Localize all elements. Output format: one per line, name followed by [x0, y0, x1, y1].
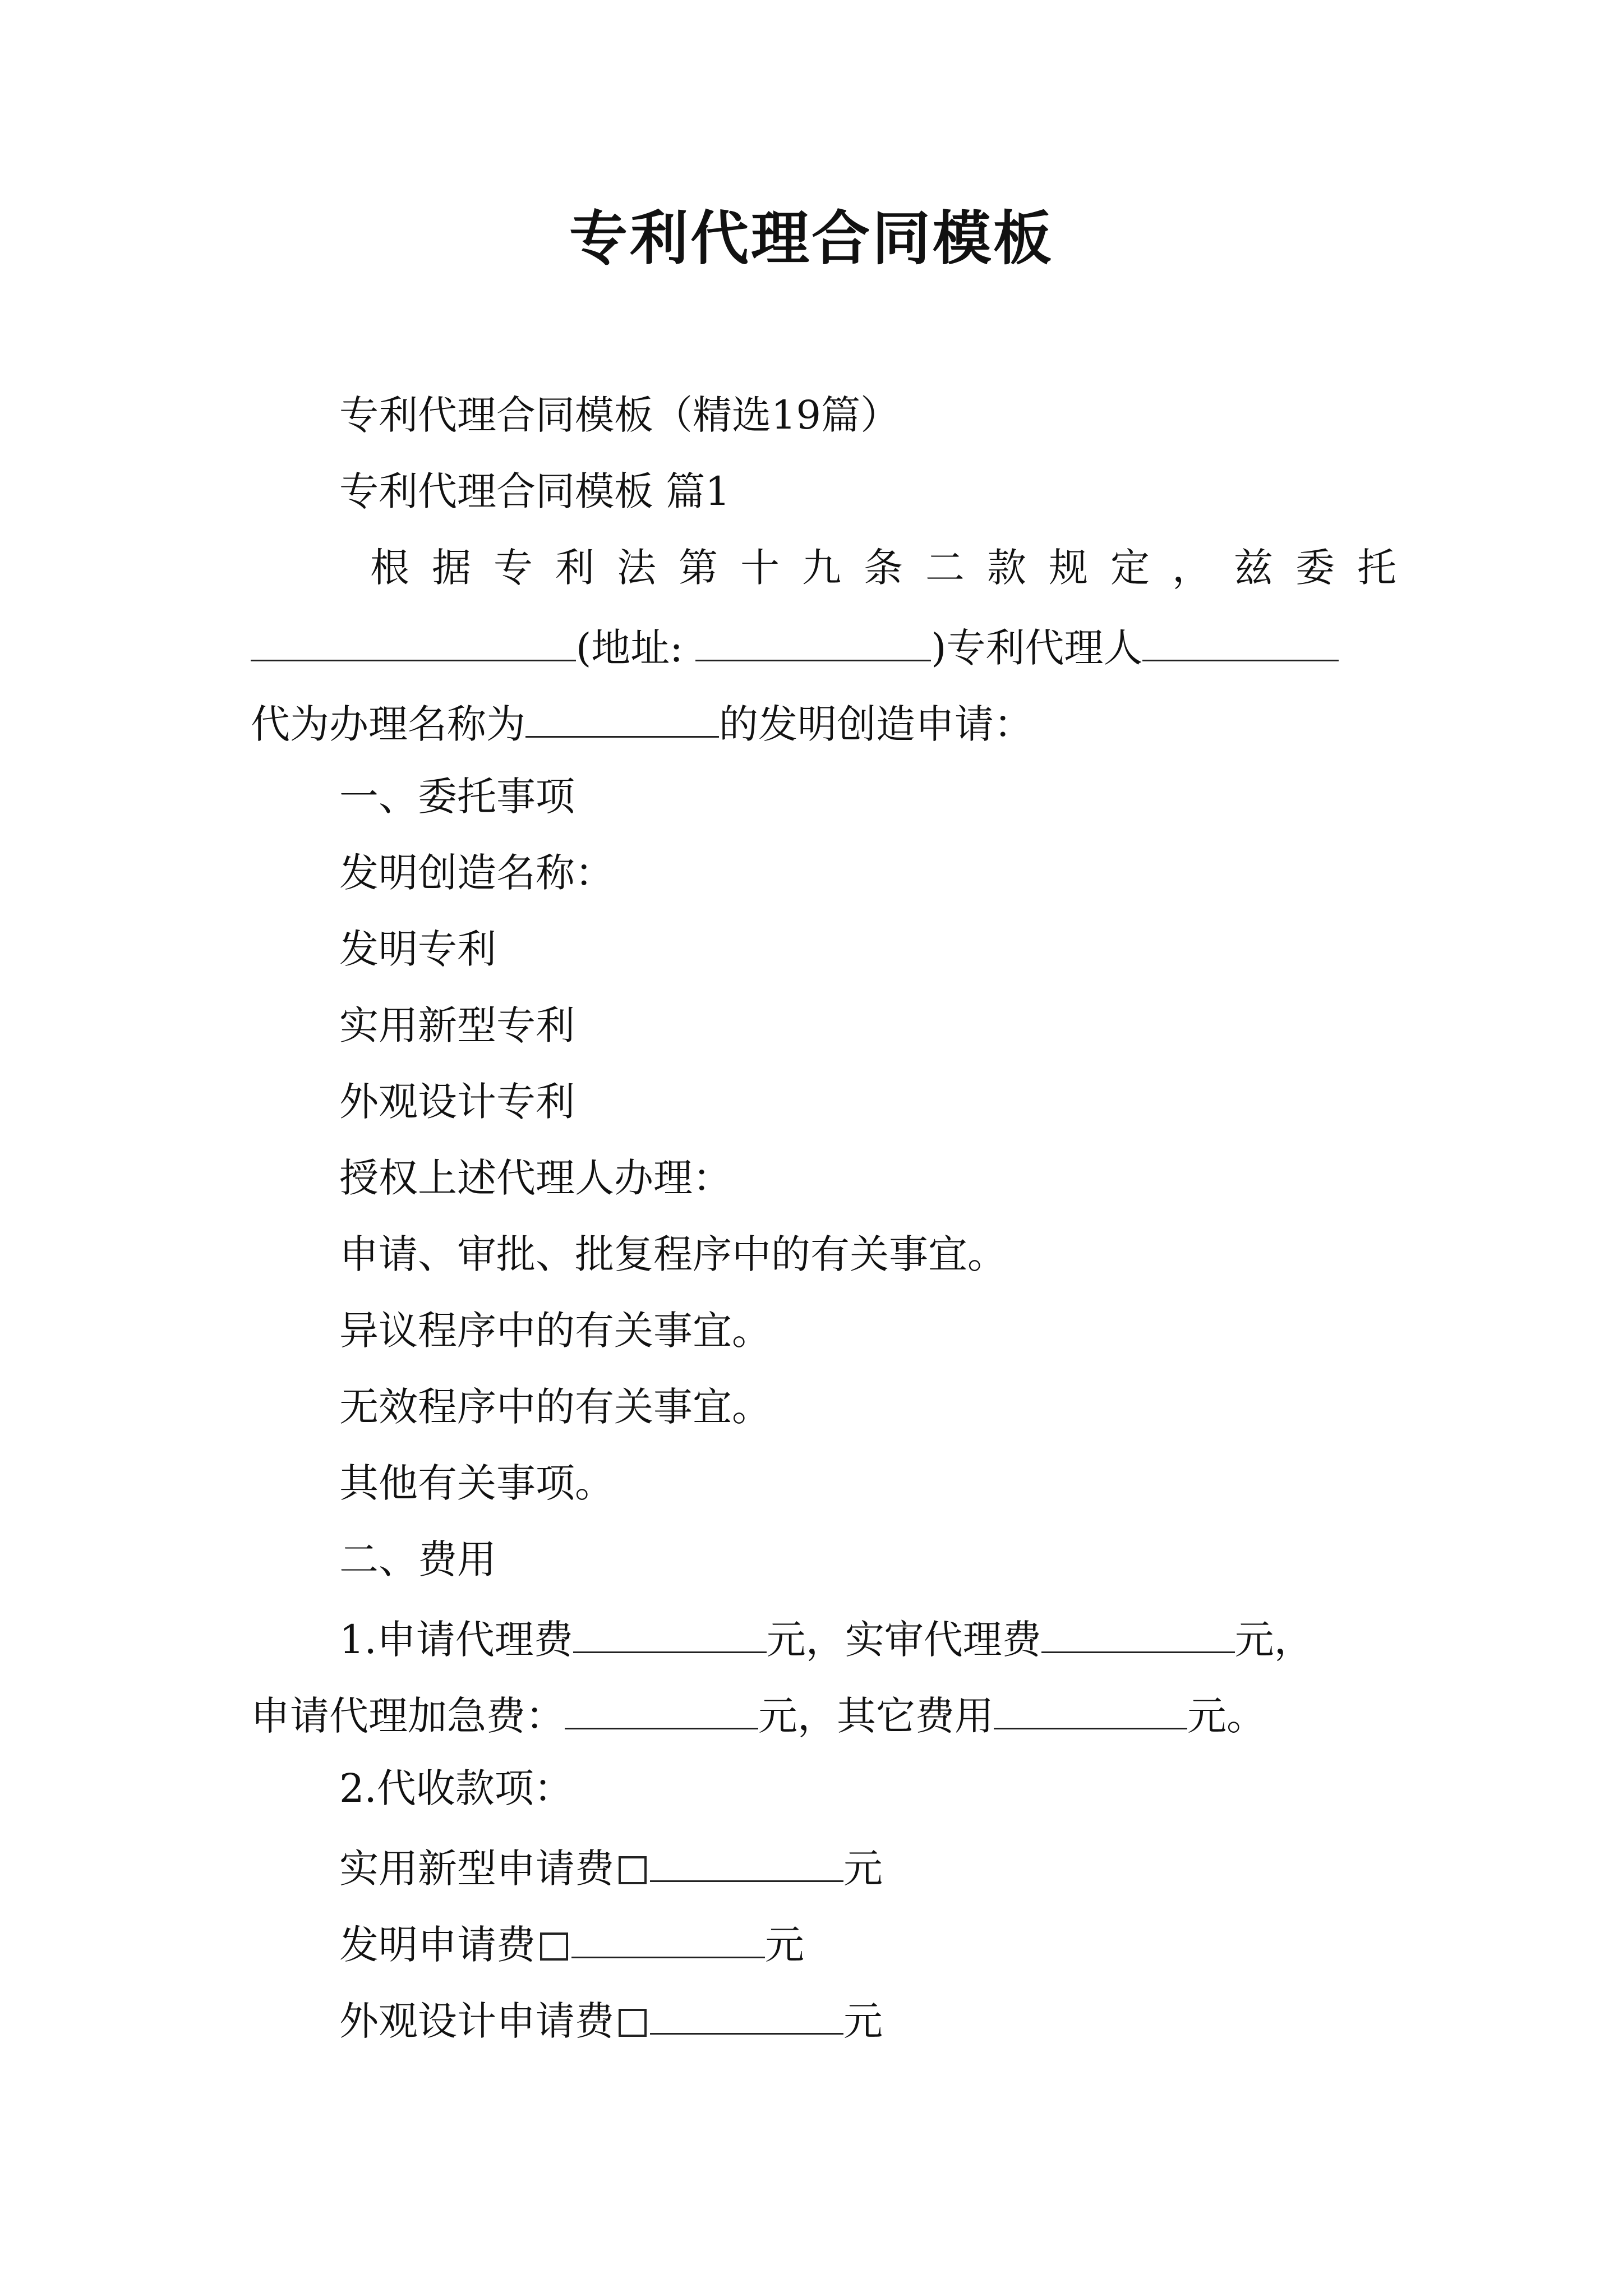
document-title: 专利代理合同模板 [569, 204, 1054, 273]
section-1-item: 发明专利 [339, 926, 496, 972]
section-2-heading: 二、费用 [339, 1536, 496, 1582]
collect-item-unit: 元 [843, 1846, 883, 1892]
collect-item-label: 发明申请费 [339, 1922, 536, 1968]
intro-line-3 [251, 692, 1033, 752]
part-heading: 专利代理合同模板 篇1 [339, 468, 730, 514]
fee-line-2-end: 元。 [1187, 1693, 1266, 1739]
application-fee-blank[interactable] [573, 1608, 767, 1653]
section-1-item: 异议程序中的有关事宜。 [339, 1308, 771, 1354]
amount-blank[interactable] [571, 1913, 765, 1958]
agent-name-blank[interactable] [1142, 616, 1339, 661]
document-subtitle: 专利代理合同模板（精选19篇） [339, 392, 900, 438]
section-1-item: 外观设计专利 [339, 1079, 575, 1125]
intro-line-3-start: 代为办理名称为 [251, 701, 525, 747]
collect-item-label: 外观设计申请费 [339, 1998, 614, 2044]
collect-heading: 2.代收款项： [339, 1765, 573, 1811]
agent-label: )专利代理人 [931, 625, 1143, 671]
fee-line-2 [251, 1684, 1266, 1744]
collect-item-unit: 元 [843, 1998, 883, 2044]
other-fee-blank[interactable] [994, 1684, 1187, 1729]
exam-fee-blank[interactable] [1041, 1608, 1235, 1653]
urgent-fee-blank[interactable] [565, 1684, 758, 1729]
intro-line-3-end: 的发明创造申请： [719, 701, 1033, 747]
collect-item-label: 实用新型申请费 [339, 1846, 614, 1892]
fee-line-1-end: 元， [1234, 1617, 1313, 1663]
section-1-item: 实用新型专利 [339, 1002, 575, 1048]
application-fee-label: 1.申请代理费 [339, 1617, 573, 1663]
intro-line-2 [251, 616, 1339, 676]
collect-item [339, 1913, 804, 1973]
checkbox[interactable] [619, 2009, 647, 2037]
collect-item-unit: 元 [765, 1922, 804, 1968]
address-label: (地址: [576, 625, 683, 671]
other-fee-label: 元，其它费用 [758, 1693, 994, 1739]
urgent-fee-label: 申请代理加急费： [251, 1693, 565, 1739]
amount-blank[interactable] [650, 1837, 843, 1882]
exam-fee-label: 元，实审代理费 [766, 1617, 1041, 1663]
collect-item [339, 1837, 883, 1897]
section-1-item: 无效程序中的有关事宜。 [339, 1384, 771, 1430]
client-name-blank[interactable] [251, 616, 576, 661]
fee-line-1 [339, 1608, 1313, 1668]
section-1-item: 发明创造名称： [339, 850, 614, 896]
section-1-heading: 一、委托事项 [339, 774, 575, 820]
section-1-item: 授权上述代理人办理： [339, 1155, 732, 1201]
invention-name-blank[interactable] [525, 692, 719, 738]
amount-blank[interactable] [650, 1989, 843, 2035]
address-blank[interactable] [695, 616, 931, 661]
section-1-item: 申请、审批、批复程序中的有关事宜。 [339, 1231, 1007, 1277]
intro-line-1: 根据专利法第十九条二款规定，兹委托 [370, 545, 1419, 591]
checkbox[interactable] [619, 1856, 647, 1884]
collect-item [339, 1989, 883, 2049]
checkbox[interactable] [540, 1932, 568, 1961]
section-1-item: 其他有关事项。 [339, 1460, 614, 1506]
